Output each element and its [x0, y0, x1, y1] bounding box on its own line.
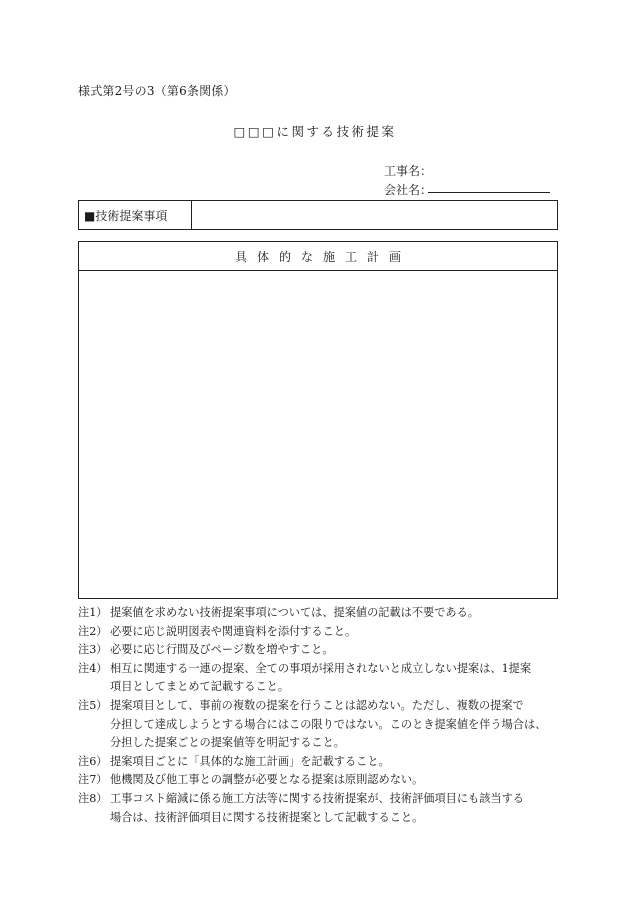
- page-title: □□□に関する技術提案: [233, 124, 397, 139]
- note-continuation: [78, 716, 556, 753]
- note-number: 注1）: [78, 606, 108, 619]
- form-number: 様式第2号の3（第6条関係）: [78, 84, 236, 98]
- construction-plan-input[interactable]: [79, 271, 557, 597]
- note-line: 必要に応じ説明図表や関連資料を添付すること。: [110, 624, 357, 638]
- construction-name-label: 工事名：: [384, 164, 433, 178]
- note-number: 注2）: [78, 624, 108, 638]
- note-item: [78, 604, 556, 623]
- notes-list: [78, 604, 556, 827]
- construction-name-field[interactable]: [384, 162, 432, 179]
- note-line: 提案項目ごとに「具体的な施工計画」を記載すること。: [110, 754, 390, 768]
- note-line: 場合は、技術評価項目に関する技術提案として記載すること。: [110, 810, 424, 824]
- note-continuation: [78, 809, 556, 828]
- note-line: 他機関及び他工事との調整が必要となる提案は原則認めない。: [110, 773, 424, 787]
- note-line: 項目としてまとめて記載すること。: [110, 680, 290, 694]
- note-item: [78, 660, 556, 679]
- note-item: [78, 641, 556, 660]
- note-line: 提案項目として、事前の複数の提案を行うことは認めない。ただし、複数の提案で: [110, 698, 524, 712]
- note-line: 分担した提案ごとの提案値等を明記すること。: [110, 736, 345, 750]
- note-number: 注6）: [78, 754, 108, 768]
- note-text: [110, 697, 556, 716]
- note-number: 注5）: [78, 698, 108, 712]
- note-number: 注4）: [78, 661, 108, 675]
- note-text: [110, 660, 556, 679]
- note-line: 相互に関連する一連の提案、全ての事項が採用されないと成立しない提案は、1提案: [110, 661, 532, 675]
- note-item: [78, 623, 556, 642]
- company-name-field[interactable]: [384, 181, 432, 198]
- note-text: [110, 790, 556, 809]
- note-number: 注3）: [78, 643, 108, 657]
- note-number: 注7）: [78, 773, 108, 787]
- note-line: 分担して達成しようとする場合にはこの限りではない。このとき提案値を伴う場合は、: [110, 717, 547, 731]
- technical-item-label: ■技術提案事項: [79, 201, 192, 229]
- note-text: [110, 623, 556, 642]
- technical-item-input[interactable]: [192, 201, 557, 229]
- note-line: 必要に応じ行間及びページ数を増やすこと。: [110, 643, 334, 657]
- company-name-label: 会社名：: [384, 183, 433, 197]
- note-item: [78, 771, 556, 790]
- note-text: [110, 753, 556, 772]
- note-text: [110, 771, 556, 790]
- note-text: [110, 604, 556, 623]
- note-item: [78, 697, 556, 716]
- note-continuation: [78, 678, 556, 697]
- construction-plan-header: 具体的な施工計画: [79, 242, 557, 271]
- company-name-underline: [428, 192, 550, 193]
- note-item: [78, 790, 556, 809]
- construction-plan-table: [78, 241, 558, 599]
- note-number: 注8）: [78, 791, 108, 805]
- note-item: [78, 753, 556, 772]
- note-line: 提案値を求めない技術提案事項については、提案値の記載は不要である。: [110, 606, 479, 619]
- technical-item-table: [78, 200, 558, 230]
- note-text: [110, 641, 556, 660]
- note-line: 工事コスト縮減に係る施工方法等に関する技術提案が、技術評価項目にも該当する: [110, 791, 524, 805]
